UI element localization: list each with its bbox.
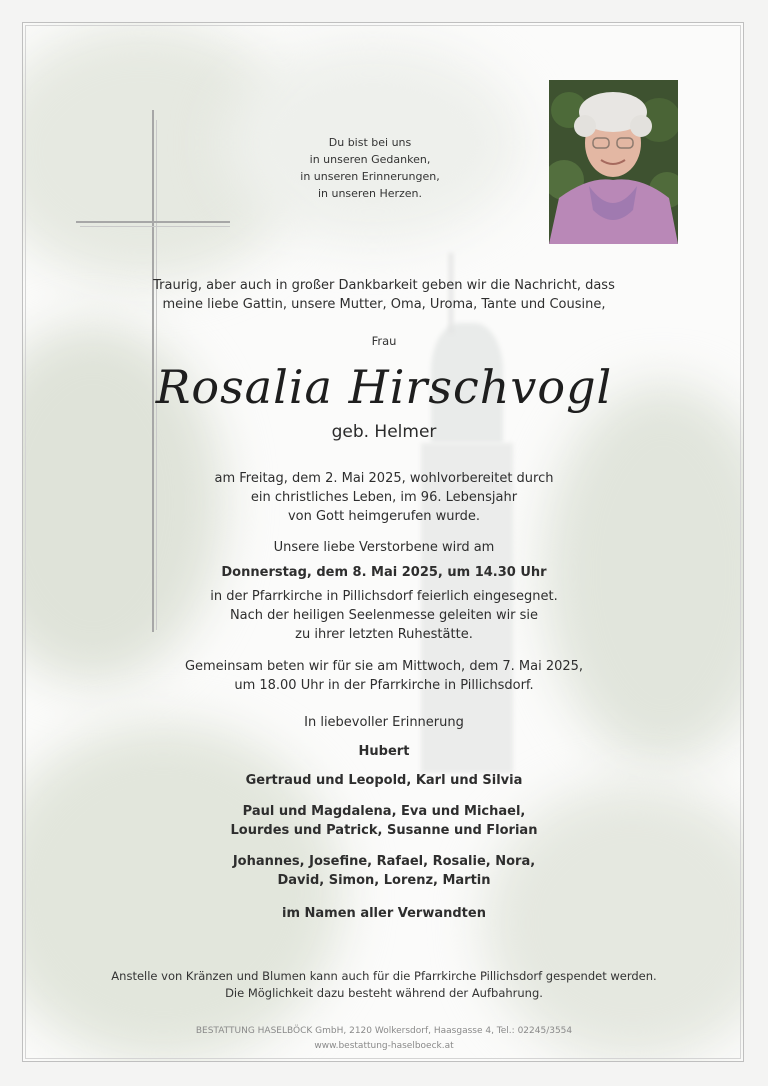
portrait-photo [549, 80, 678, 244]
mourner-group [0, 742, 768, 761]
mourner-line: Gertraud und Leopold, Karl und Silvia [245, 773, 523, 788]
mourner-group [0, 771, 768, 790]
poem-verse [280, 134, 460, 202]
funeral-date: Donnerstag, dem 8. Mai 2025, um 14.30 Uhr [221, 565, 547, 580]
mourner-line: Hubert [358, 744, 410, 759]
footer-address: BESTATTUNG HASELBÖCK GmbH, 2120 Wolkersdorf, Haasgasse 4, Tel.: 02245/3554 [195, 1026, 573, 1036]
poem-line: in unseren Erinnerungen, [300, 170, 440, 183]
funeral-details [0, 587, 768, 644]
poem-line: Du bist bei uns [328, 136, 412, 149]
salutation: Frau [371, 334, 397, 348]
deceased-name: Rosalia Hirschvogl [155, 360, 613, 414]
funeral-home-footer [0, 1024, 768, 1054]
death-notice [0, 469, 768, 526]
prayer-line: Gemeinsam beten wir für sie am Mittwoch, dem 7. Mai 2025, [184, 659, 584, 674]
funeral-detail-line: Nach der heiligen Seelenmesse geleiten wir sie [229, 608, 539, 623]
death-notice-line: von Gott heimgerufen wurde. [287, 509, 481, 524]
donation-line: Die Möglichkeit dazu besteht während der Aufbahrung. [225, 986, 543, 1000]
funeral-intro: Unsere liebe Verstorbene wird am [273, 540, 495, 555]
intro-text [0, 276, 768, 314]
mourner-line: Johannes, Josefine, Rafael, Rosalie, Nora, [232, 854, 536, 869]
mourner-group [0, 904, 768, 923]
intro-line: Traurig, aber auch in großer Dankbarkeit geben wir die Nachricht, dass [153, 278, 615, 293]
mourner-line: Lourdes und Patrick, Susanne und Florian [230, 823, 538, 838]
mourner-group [0, 802, 768, 840]
cross-icon-bar-shadow [80, 226, 230, 227]
donation-line: Anstelle von Kränzen und Blumen kann auch für die Pfarrkirche Pillichsdorf gespendet werden. [111, 969, 657, 983]
poem-line: in unseren Herzen. [317, 187, 423, 200]
mourner-line: im Namen aller Verwandten [282, 906, 486, 921]
mourner-group [0, 852, 768, 890]
donation-note [0, 968, 768, 1002]
funeral-detail-line: in der Pfarrkirche in Pillichsdorf feierlich eingesegnet. [210, 589, 558, 604]
memory-heading: In liebevoller Erinnerung [304, 715, 464, 730]
prayer-notice [0, 657, 768, 695]
footer-website: www.bestattung-haselboeck.at [314, 1041, 454, 1051]
poem-line: in unseren Gedanken, [309, 153, 431, 166]
death-notice-line: ein christliches Leben, im 96. Lebensjahr [250, 490, 518, 505]
mourner-line: Paul und Magdalena, Eva und Michael, [242, 804, 526, 819]
death-notice-line: am Freitag, dem 2. Mai 2025, wohlvorbereitet durch [214, 471, 554, 486]
funeral-detail-line: zu ihrer letzten Ruhestätte. [295, 627, 473, 642]
cross-icon-bar [76, 221, 230, 223]
intro-line: meine liebe Gattin, unsere Mutter, Oma, Uroma, Tante und Cousine, [162, 297, 606, 312]
mourner-line: David, Simon, Lorenz, Martin [277, 873, 491, 888]
prayer-line: um 18.00 Uhr in der Pfarrkirche in Pillichsdorf. [234, 678, 534, 693]
maiden-name: geb. Helmer [331, 422, 437, 442]
